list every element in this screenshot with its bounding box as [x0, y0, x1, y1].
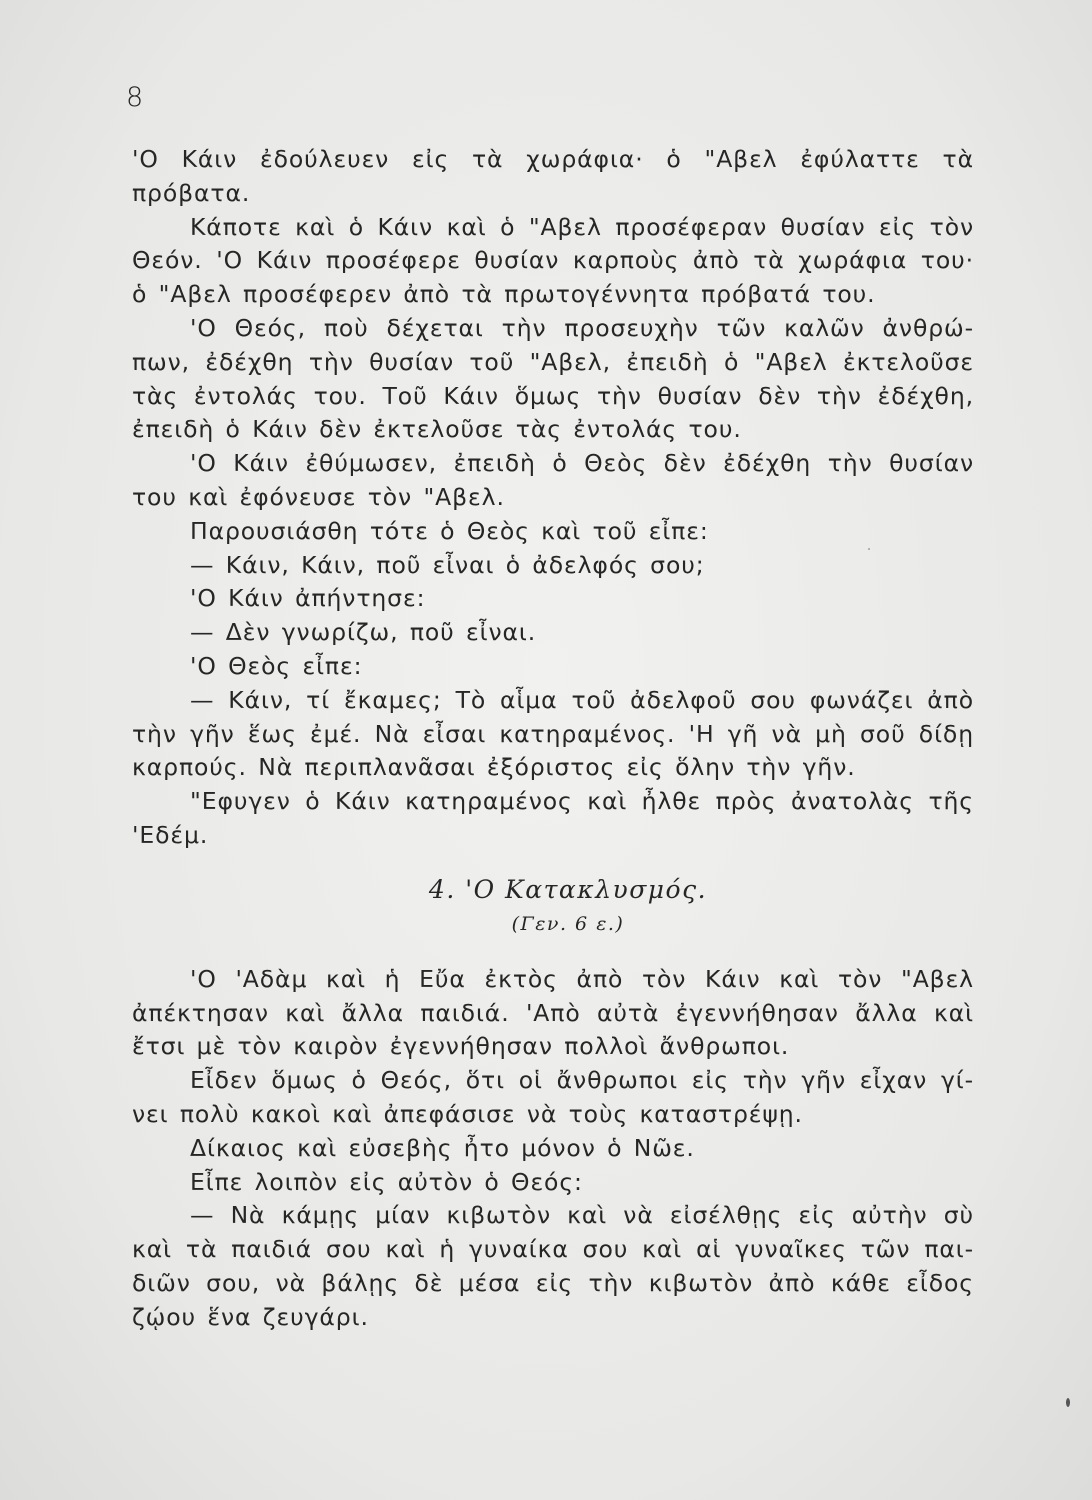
paragraph-line: 'Εδέμ.	[132, 820, 209, 849]
paragraph-line: Εἶπε λοιπὸν εἰς αὐτὸν ὁ Θεός:	[190, 1167, 583, 1196]
paragraph-line: 'Ο Θεός, ποὺ δέχεται τὴν προσευχὴν τῶν καλῶν ἀνθρώ-	[190, 313, 974, 342]
paragraph-line: ὁ "Αβελ προσέφερεν ἀπὸ τὰ πρωτογέννητα πρόβατά του.	[132, 280, 876, 309]
paragraph-line: πων, ἐδέχθη τὴν θυσίαν τοῦ "Αβελ, ἐπειδὴ ὁ "Αβελ ἐκτελοῦσε	[132, 347, 974, 376]
paragraph-line: Θεόν. 'Ο Κάιν προσέφερε θυσίαν καρποὺς ἀπὸ τὰ χωράφια του·	[132, 246, 974, 275]
paragraph-line: καὶ τὰ παιδιά σου καὶ ἡ γυναίκα σου καὶ αἱ γυναῖκες τῶν παι-	[132, 1235, 974, 1264]
paragraph-line: τὴν γῆν ἕως ἐμέ. Νὰ εἶσαι κατηραμένος. 'Η γῆ νὰ μὴ σοῦ δίδῃ	[132, 719, 974, 748]
paragraph-line: Παρουσιάσθη τότε ὁ Θεὸς καὶ τοῦ εἶπε:	[190, 516, 709, 545]
paragraph-line: ἀπέκτησαν καὶ ἄλλα παιδιά. 'Απὸ αὐτὰ ἐγεννήθησαν ἄλλα καὶ	[132, 998, 974, 1027]
paragraph-line: Δίκαιος καὶ εὐσεβὴς ἦτο μόνον ὁ Νῶε.	[190, 1133, 695, 1162]
dialogue-line: — Νὰ κάμῃς μίαν κιβωτὸν καὶ νὰ εἰσέλθῃς εἰς αὐτὴν σὺ	[190, 1201, 974, 1230]
page-text	[132, 143, 974, 1335]
section-reference: (Γεν. 6 ε.)	[511, 912, 625, 935]
paper-speck	[868, 548, 870, 550]
paragraph-line: Κάποτε καὶ ὁ Κάιν καὶ ὁ "Αβελ προσέφεραν θυσίαν εἰς τὸν	[190, 212, 974, 241]
page-number: 8	[126, 82, 144, 113]
dialogue-line: — Κάιν, Κάιν, ποῦ εἶναι ὁ ἀδελφός σου;	[190, 550, 705, 579]
paper-speck	[1066, 1398, 1070, 1407]
paragraph-line: 'Ο Θεὸς εἶπε:	[190, 651, 363, 680]
dialogue-line: — Δὲν γνωρίζω, ποῦ εἶναι.	[190, 618, 537, 647]
paragraph-line: ἐπειδὴ ὁ Κάιν δὲν ἐκτελοῦσε τὰς ἐντολάς του.	[132, 415, 742, 444]
paragraph-line: 'Ο 'Αδὰμ καὶ ἡ Εὔα ἐκτὸς ἀπὸ τὸν Κάιν καὶ τὸν "Αβελ	[190, 964, 974, 993]
paragraph-line: 'Ο Κάιν ἐθύμωσεν, ἐπειδὴ ὁ Θεὸς δὲν ἐδέχθη τὴν θυσίαν	[190, 449, 974, 478]
paragraph-line: ζῴου ἕνα ζευγάρι.	[132, 1302, 369, 1331]
spacer	[132, 939, 974, 963]
paragraph-line: 'Ο Κάιν ἀπήντησε:	[190, 584, 426, 613]
section-heading: 4. 'Ο Κατακλυσμός.	[428, 874, 708, 904]
paragraph-line: Εἶδεν ὅμως ὁ Θεός, ὅτι οἱ ἄνθρωποι εἰς τὴν γῆν εἶχαν γί-	[190, 1066, 974, 1095]
paragraph-line: 'Ο Κάιν ἐδούλευεν εἰς τὰ χωράφια· ὁ "Αβελ ἐφύλαττε τὰ	[132, 145, 974, 173]
paragraph-line: πρόβατα.	[132, 178, 251, 207]
paragraph-line: του καὶ ἐφόνευσε τὸν "Αβελ.	[132, 482, 505, 511]
paragraph-line: καρπούς. Νὰ περιπλανᾶσαι ἐξόριστος εἰς ὅλην τὴν γῆν.	[132, 753, 856, 782]
paragraph-line: διῶν σου, νὰ βάλῃς δὲ μέσα εἰς τὴν κιβωτὸν ἀπὸ κάθε εἶδος	[132, 1268, 974, 1297]
paragraph-line: τὰς ἐντολάς του. Τοῦ Κάιν ὅμως τὴν θυσίαν δὲν τὴν ἐδέχθη,	[132, 381, 974, 410]
dialogue-line: — Κάιν, τί ἔκαμες; Τὸ αἷμα τοῦ ἀδελφοῦ σου φωνάζει ἀπὸ	[190, 685, 974, 714]
paragraph-line: "Εφυγεν ὁ Κάιν κατηραμένος καὶ ἦλθε πρὸς ἀνατολὰς τῆς	[190, 787, 974, 816]
paragraph-line: ἔτσι μὲ τὸν καιρὸν ἐγεννήθησαν πολλοὶ ἄνθρωποι.	[132, 1032, 790, 1061]
paragraph-line: νει πολὺ κακοὶ καὶ ἀπεφάσισε νὰ τοὺς καταστρέψῃ.	[132, 1099, 803, 1128]
